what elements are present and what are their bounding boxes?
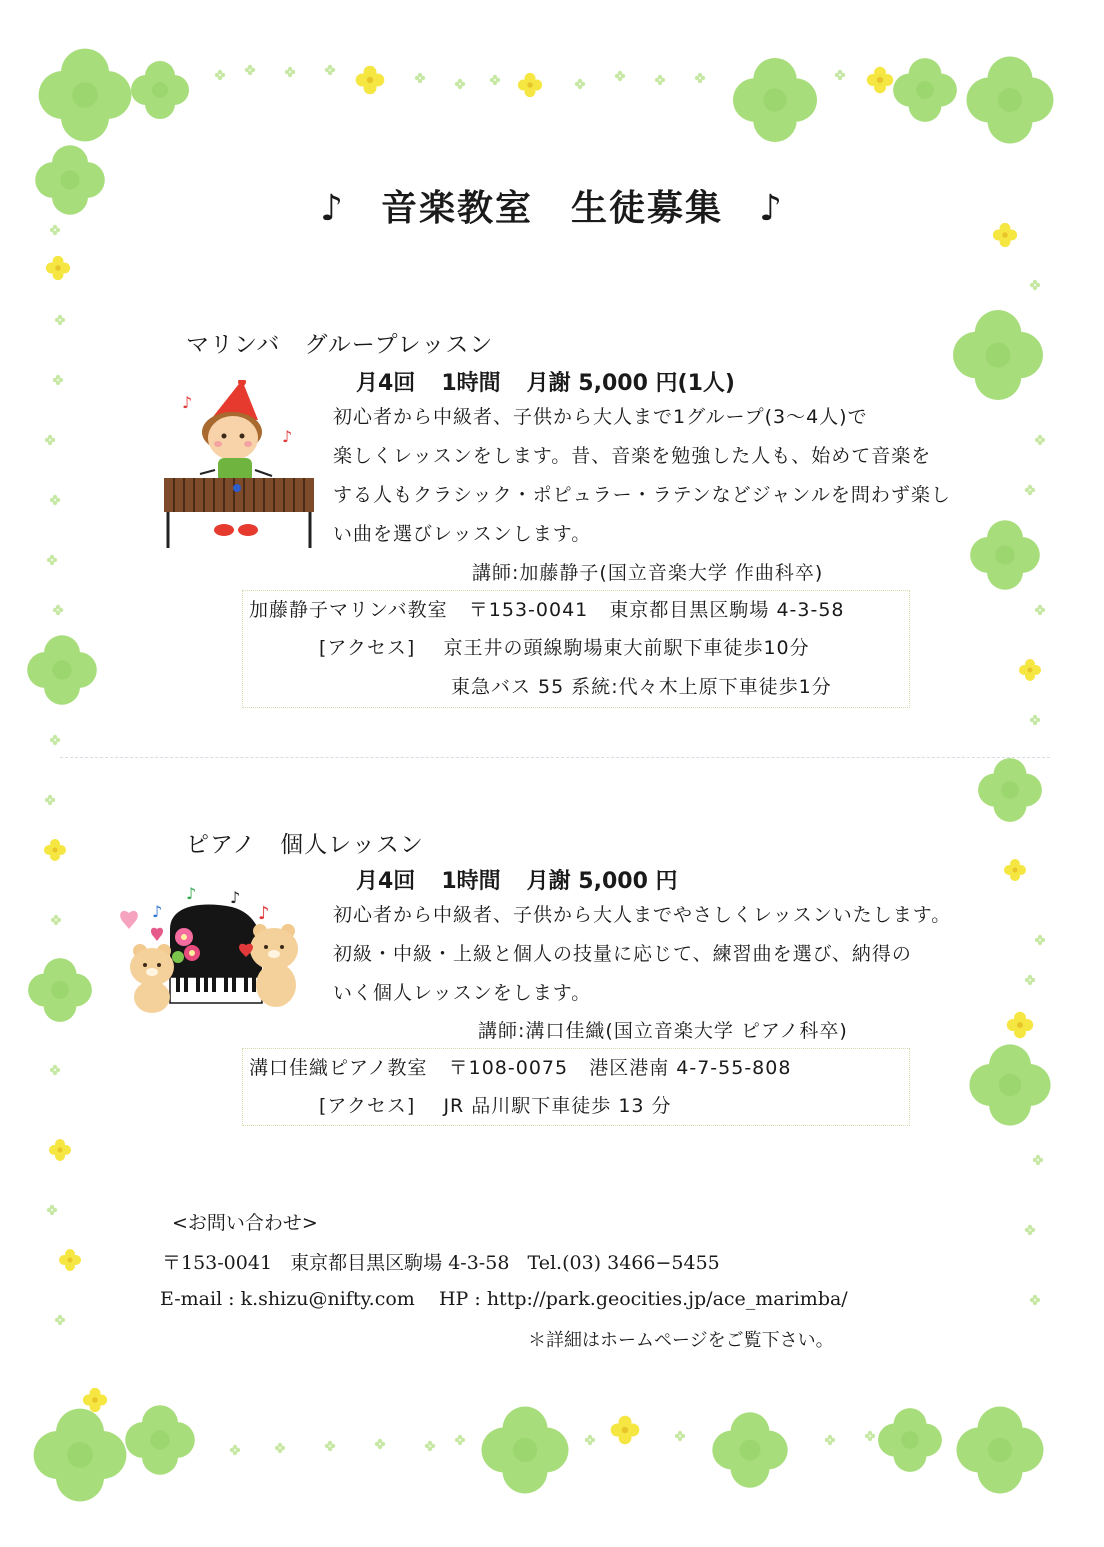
- contact-online-row: [160, 1288, 848, 1310]
- svg-text:♪: ♪: [258, 903, 270, 924]
- marimba-postal-code: 〒153-0041: [468, 599, 589, 621]
- piano-fee: 月謝 5,000 円: [526, 869, 678, 894]
- piano-duration: 1時間: [441, 869, 501, 894]
- marimba-access-train: 京王井の頭線駒場東大前駅下車徒歩10分: [443, 637, 810, 659]
- contact-address: 東京都目黒区駒場 4-3-58: [290, 1252, 510, 1274]
- contact-heading: <お問い合わせ>: [172, 1212, 318, 1234]
- marimba-access-label: [アクセス]: [319, 637, 416, 659]
- piano-access-row: [319, 1087, 672, 1126]
- contact-homepage[interactable]: HP : http://park.geocities.jp/ace_marimba/: [438, 1288, 848, 1310]
- piano-meta: [356, 864, 704, 895]
- marimba-heading: マリンバ グループレッスン: [186, 332, 494, 358]
- piano-address-row: [249, 1049, 791, 1088]
- contact-postal-code: 〒153-0041: [162, 1252, 273, 1274]
- piano-school-name: 溝口佳織ピアノ教室: [249, 1057, 428, 1079]
- contact-address-row: [162, 1248, 720, 1275]
- piano-heading: ピアノ 個人レッスン: [186, 832, 424, 858]
- marimba-access-row: [319, 629, 810, 668]
- svg-text:♪: ♪: [230, 888, 241, 907]
- svg-text:♪: ♪: [282, 427, 293, 446]
- music-note-icon-left: ♪: [320, 188, 345, 229]
- music-note-icon-right: ♪: [759, 188, 784, 229]
- marimba-frequency: 月4回: [356, 371, 416, 396]
- piano-frequency: 月4回: [356, 869, 416, 894]
- piano-access-train: JR 品川駅下車徒歩 13 分: [443, 1095, 672, 1117]
- piano-info-box: [242, 1048, 910, 1126]
- piano-description: [333, 896, 951, 1013]
- marimba-description: [333, 398, 951, 554]
- contact-note: ＊詳細はホームページをご覧下さい。: [528, 1330, 834, 1351]
- svg-text:♪: ♪: [182, 393, 193, 412]
- marimba-player-illustration: [160, 380, 320, 550]
- marimba-address: 東京都目黒区駒場 4-3-58: [609, 599, 845, 621]
- contact-email[interactable]: E-mail : k.shizu@nifty.com: [160, 1288, 415, 1310]
- marimba-info-box: [242, 590, 910, 708]
- piano-description-line: 初級・中級・上級と個人の技量に応じて、練習曲を選び、納得の: [333, 943, 912, 965]
- marimba-duration: 1時間: [441, 371, 501, 396]
- marimba-teacher: 講師:加藤静子(国立音楽大学 作曲科卒): [472, 562, 824, 584]
- piano-access-label: [アクセス]: [319, 1095, 416, 1117]
- marimba-description-line: する人もクラシック・ポピュラー・ラテンなどジャンルを問わず楽し: [333, 484, 951, 506]
- marimba-address-row: [249, 591, 845, 630]
- piano-bears-illustration: [112, 885, 312, 1015]
- marimba-description-line: 楽しくレッスンをします。昔、音楽を勉強した人も、始めて音楽を: [333, 445, 932, 467]
- marimba-description-line: 初心者から中級者、子供から大人まで1グループ(3〜4人)で: [333, 406, 868, 428]
- svg-text:♪: ♪: [152, 902, 163, 921]
- contact-tel: Tel.(03) 3466−5455: [527, 1252, 720, 1274]
- piano-teacher: 講師:溝口佳織(国立音楽大学 ピアノ科卒): [478, 1020, 848, 1042]
- marimba-meta: [356, 366, 761, 397]
- piano-address: 港区港南 4-7-55-808: [589, 1057, 792, 1079]
- svg-text:♪: ♪: [186, 885, 197, 903]
- marimba-school-name: 加藤静子マリンバ教室: [249, 599, 448, 621]
- page-title-text: 音楽教室 生徒募集: [380, 188, 723, 229]
- marimba-fee: 月謝 5,000 円(1人): [526, 371, 735, 396]
- marimba-access-bus: 東急バス 55 系統:代々木上原下車徒歩1分: [451, 676, 832, 698]
- piano-description-line: 初心者から中級者、子供から大人までやさしくレッスンいたします。: [333, 904, 952, 926]
- section-divider: [60, 757, 1050, 758]
- piano-postal-code: 〒108-0075: [448, 1057, 569, 1079]
- marimba-description-line: い曲を選びレッスンします。: [333, 523, 592, 545]
- piano-description-line: いく個人レッスンをします。: [333, 982, 592, 1004]
- marimba-access-bus-row: [451, 668, 832, 707]
- page-title: [0, 180, 1104, 231]
